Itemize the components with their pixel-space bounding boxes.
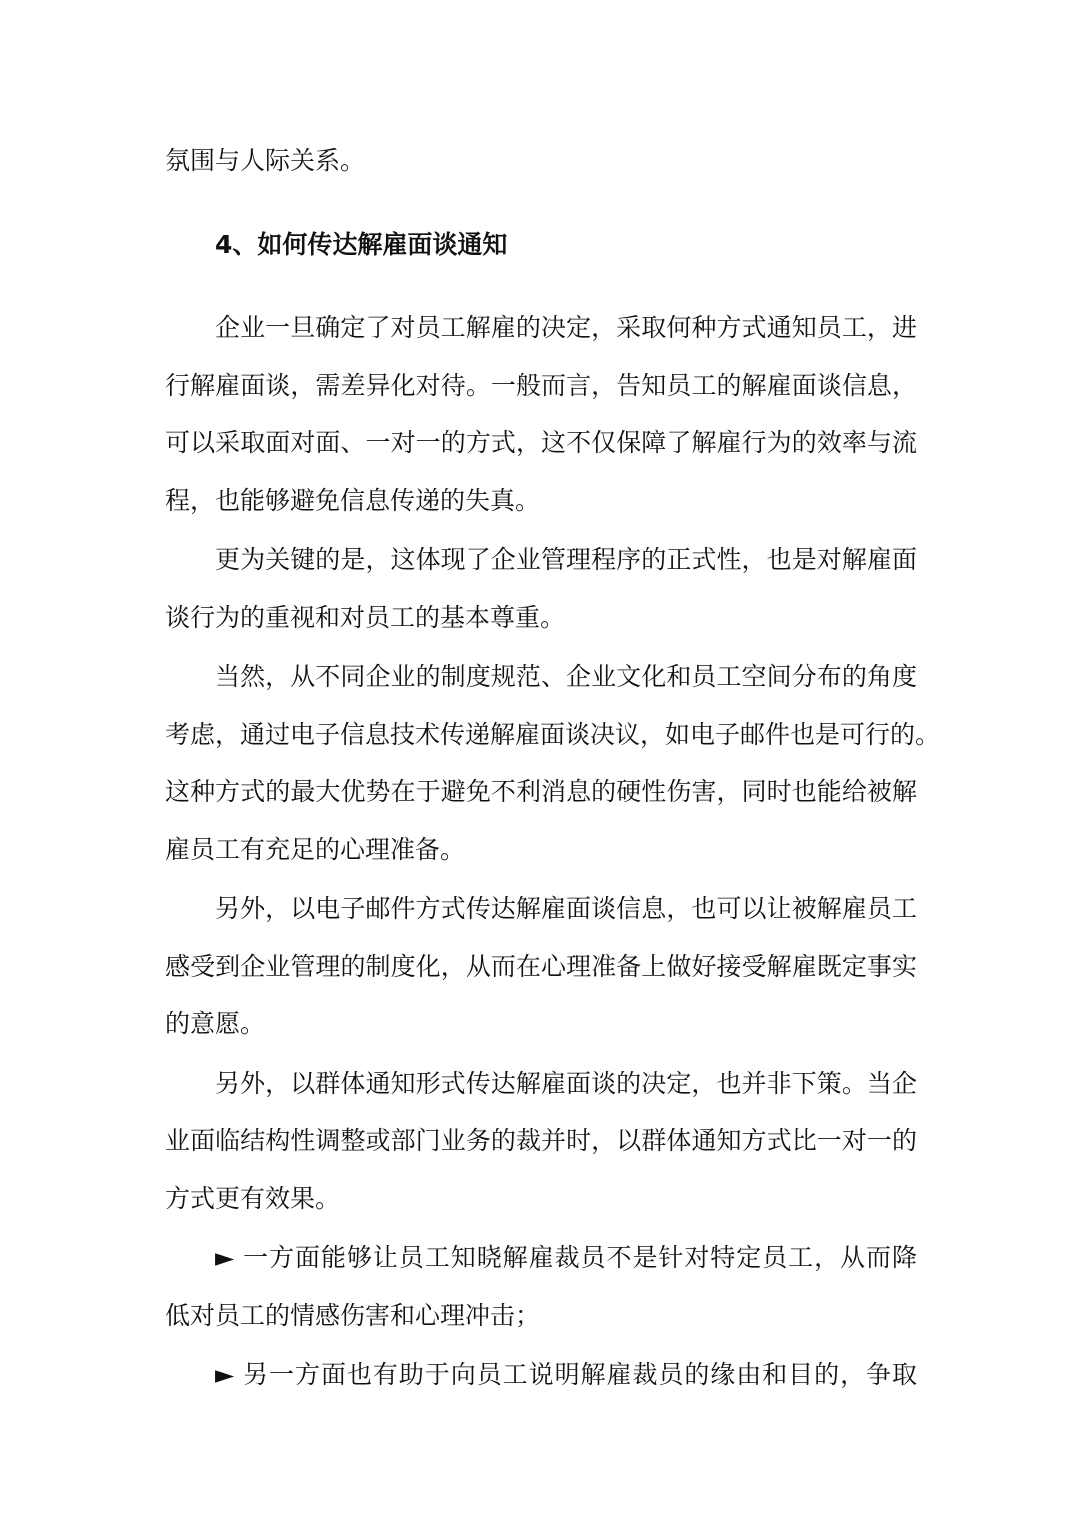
paragraph-line: 方式更有效果。 <box>165 1183 341 1213</box>
intro-tail-line: 氛围与人际关系。 <box>165 146 366 175</box>
paragraph-line: 另外，以群体通知形式传达解雇面谈的决定，也并非下策。当企 <box>215 1068 917 1098</box>
paragraph-line: 行解雇面谈，需差异化对待。一般而言，告知员工的解雇面谈信息， <box>165 370 917 400</box>
paragraph-line: 业面临结构性调整或部门业务的裁并时，以群体通知方式比一对一的 <box>165 1126 917 1155</box>
paragraph-line: 低对员工的情感伤害和心理冲击； <box>165 1300 541 1330</box>
paragraph-line: 另外，以电子邮件方式传达解雇面谈信息，也可以让被解雇员工 <box>215 894 917 923</box>
bullet-line: ► 一方面能够让员工知晓解雇裁员不是针对特定员工，从而降 <box>215 1243 917 1272</box>
paragraph-line: 可以采取面对面、一对一的方式，这不仅保障了解雇行为的效率与流 <box>165 428 917 457</box>
paragraph-line: 程，也能够避免信息传递的失真。 <box>165 485 541 515</box>
paragraph-line: 这种方式的最大优势在于避免不利消息的硬性伤害，同时也能给被解 <box>165 777 917 806</box>
paragraph-line: 谈行为的重视和对员工的基本尊重。 <box>165 602 566 632</box>
paragraph-line: 感受到企业管理的制度化，从而在心理准备上做好接受解雇既定事实 <box>165 951 917 981</box>
paragraph-line: 更为关键的是，这体现了企业管理程序的正式性，也是对解雇面 <box>215 545 917 574</box>
bullet-line: ► 另一方面也有助于向员工说明解雇裁员的缘由和目的，争取 <box>215 1360 917 1389</box>
paragraph-2 <box>165 531 917 646</box>
paragraph-3 <box>165 648 941 878</box>
paragraph-line: 考虑，通过电子信息技术传递解雇面谈决议，如电子邮件也是可行的。 <box>165 719 941 749</box>
paragraph-line: 当然，从不同企业的制度规范、企业文化和员工空间分布的角度 <box>215 662 917 691</box>
paragraph-5 <box>165 1055 917 1228</box>
bullet-paragraph-1 <box>165 1229 917 1344</box>
section-heading: 4、如何传达解雇面谈通知 <box>215 229 508 259</box>
document-body <box>165 132 941 1406</box>
paragraph-line: 企业一旦确定了对员工解雇的决定，采取何种方式通知员工，进 <box>215 313 917 342</box>
paragraph-line: 雇员工有充足的心理准备。 <box>165 834 466 864</box>
paragraph-line: 的意愿。 <box>165 1009 266 1038</box>
paragraph-4 <box>165 880 917 1053</box>
bullet-paragraph-2 <box>165 1346 917 1404</box>
paragraph-1 <box>165 299 917 529</box>
